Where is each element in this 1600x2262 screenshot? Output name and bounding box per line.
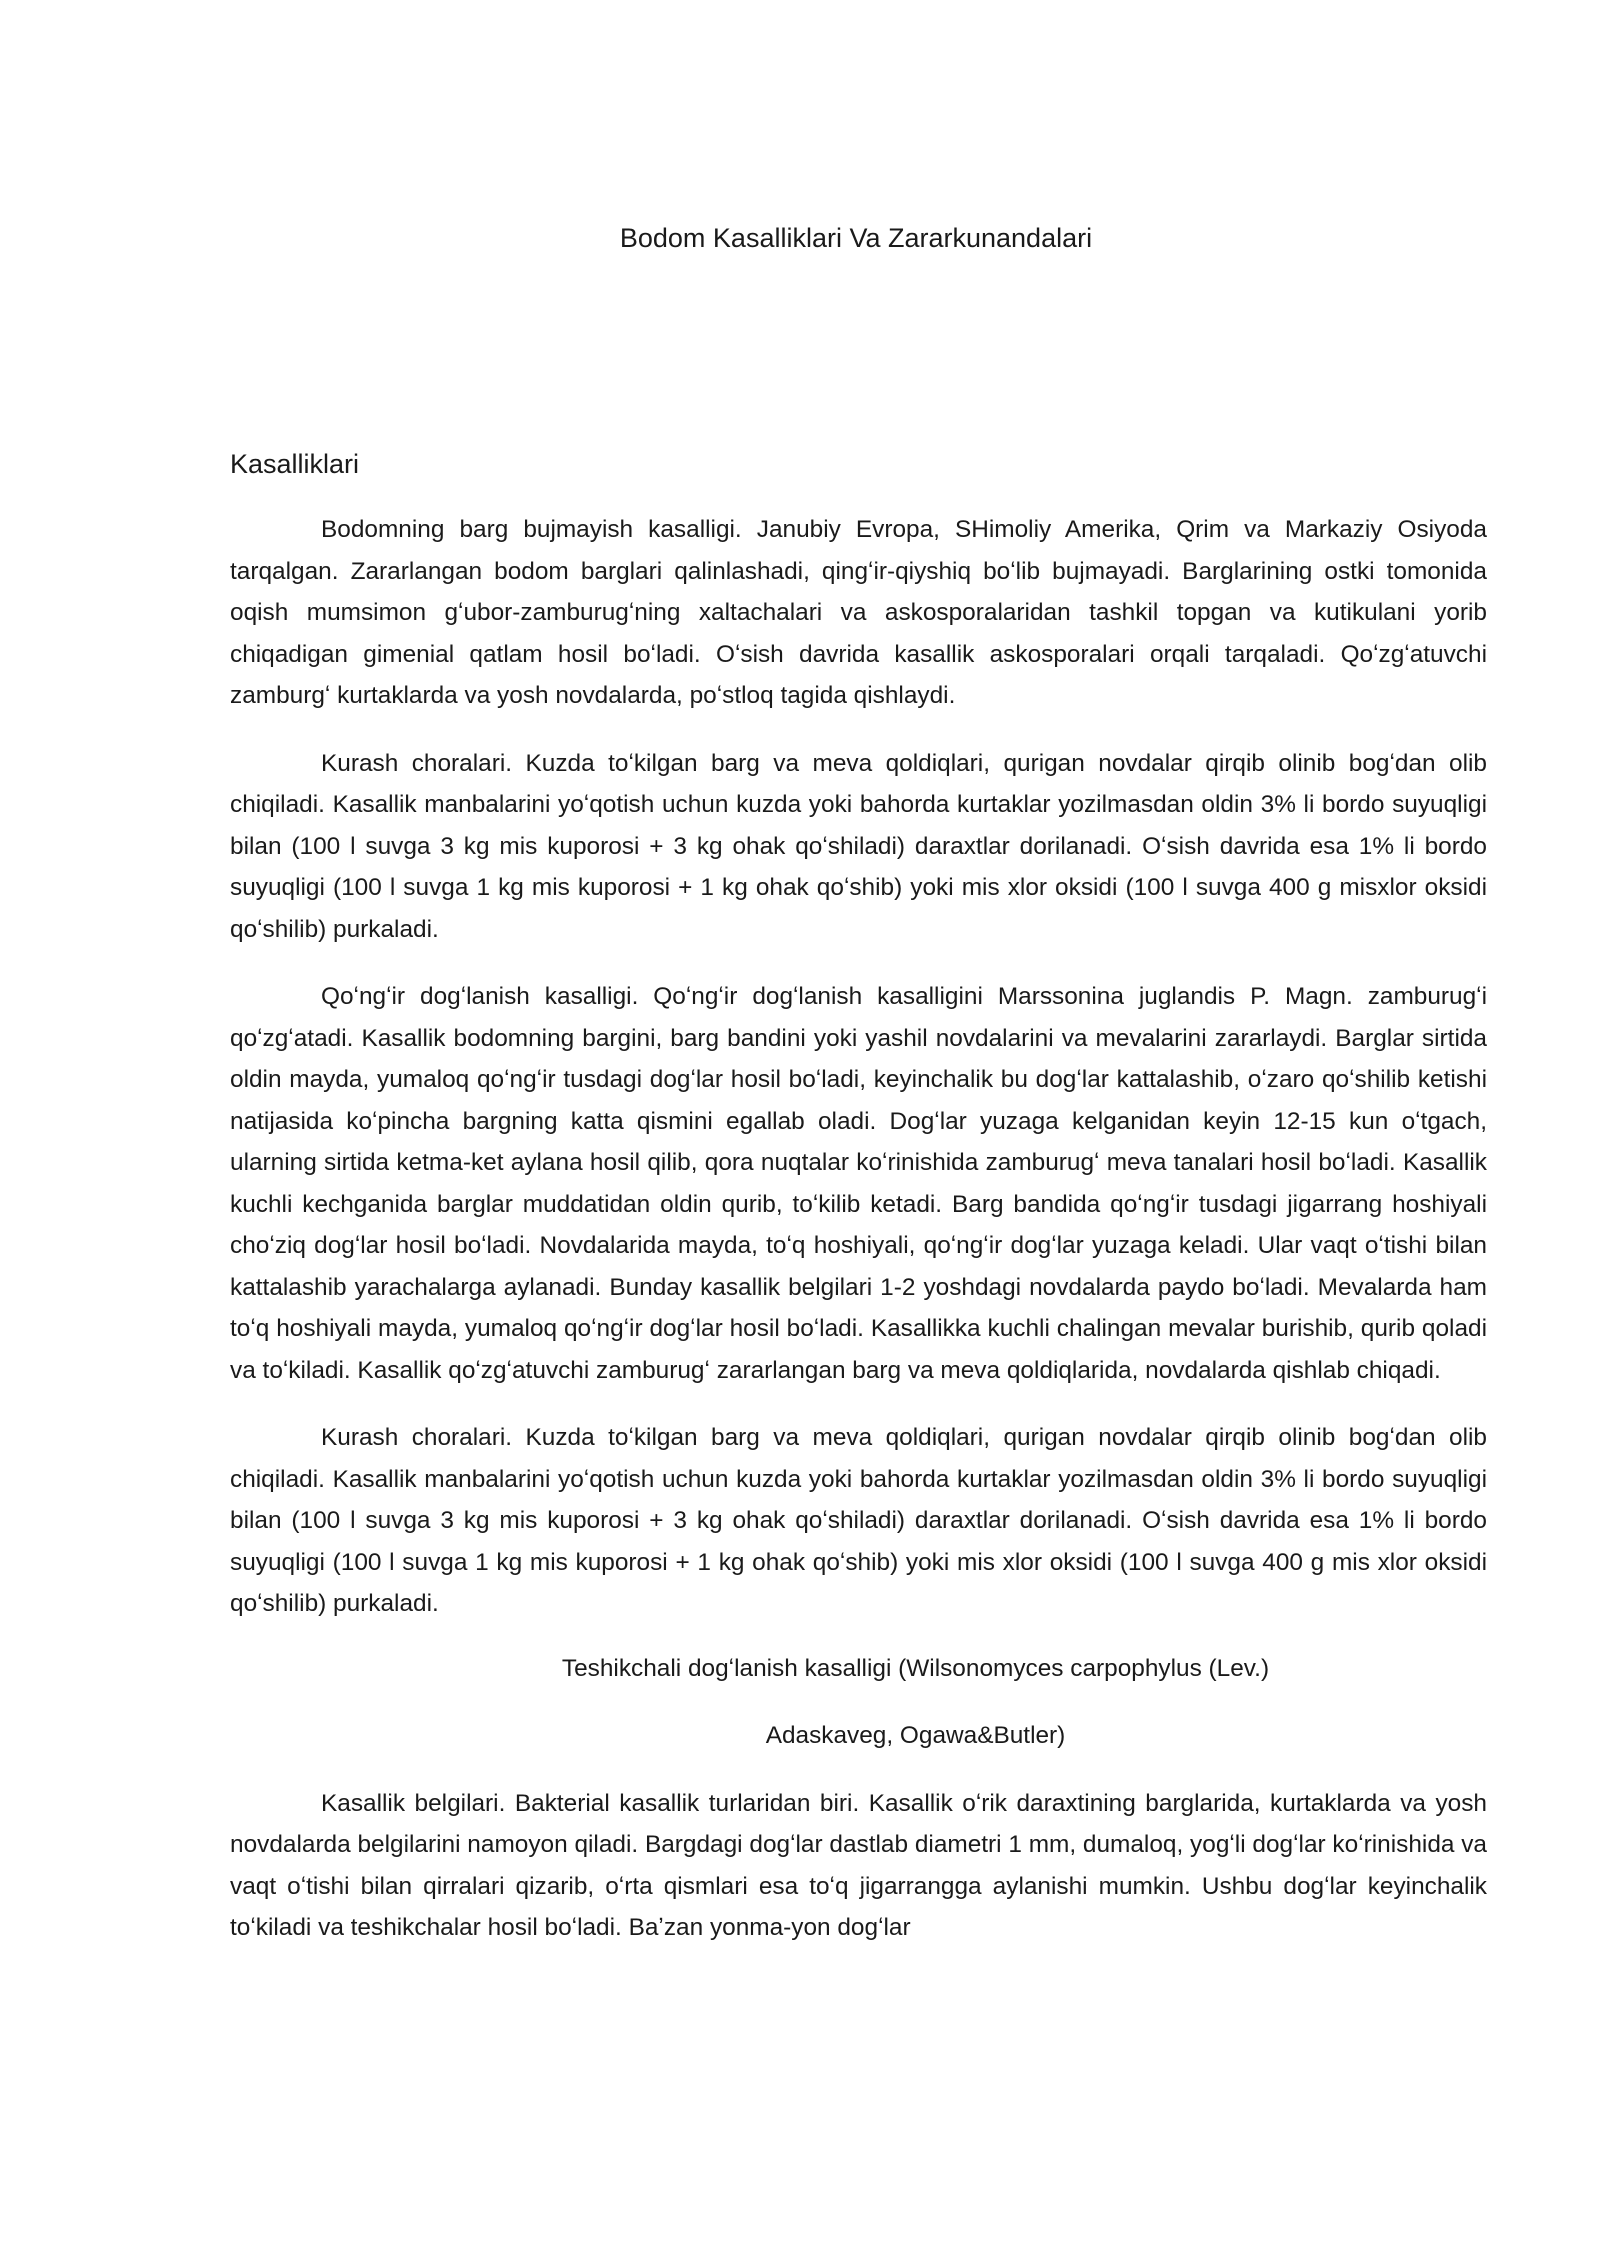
subheading-line-2: Adaskaveg, Ogawa&Butler)	[765, 1722, 1066, 1749]
paragraph-control-measures-1: Kurash choralari. Kuzda toʻkilgan barg va meva qoldiqlari, qurigan novdalar qirqib olinib bogʻdan olib chiqiladi. Kasallik manbalarini yoʻqotish uchun kuzda yoki bahorda kurtaklar yozilmasdan oldin 3% li bordo suyuqligi bilan (100 l suvga 3 kg mis kuporosi + 3 kg ohak qoʻshiladi) daraxtlar dorilanadi. Oʻsish davrida esa 1% li bordo suyuqligi (100 l suvga 1 kg mis kuporosi + 1 kg ohak qoʻshib) yoki mis xlor oksidi (100 l suvga 400 g misxlor oksidi qoʻshilib) purkaladi.	[230, 749, 1487, 943]
paragraph-symptoms: Kasallik belgilari. Bakterial kasallik turlaridan biri. Kasallik oʻrik daraxtining barglarida, kurtaklarda va yosh novdalarda belgilarini namoyon qiladi. Bargdagi dogʻlar dastlab diametri 1 mm, dumaloq, yogʻli dogʻlar koʻrinishida va vaqt oʻtishi bilan qirralari qizarib, oʻrta qismlari esa toʻq jigarrangga aylanishi mumkin. Ushbu dogʻlar keyinchalik toʻkiladi va teshikchalar hosil boʻladi. Baʼzan yonma-yon dogʻlar	[230, 1789, 1487, 1941]
subheading-line-1: Teshikchali dogʻlanish kasalligi (Wilsonomyces carpophylus (Lev.)	[561, 1654, 1270, 1682]
paragraph-brown-spot: Qoʻngʻir dogʻlanish kasalligi. Qoʻngʻir dogʻlanish kasalligini Marssonina juglandis P. Magn. zamburugʻi qoʻzgʻatadi. Kasallik bodomning bargini, barg bandini yoki yashil novdalarini va mevalarini zararlaydi. Barglar sirtida oldin mayda, yumaloq qoʻngʻir tusdagi dogʻlar hosil boʻladi, keyinchalik bu dogʻlar kattalashib, oʻzaro qoʻshilib ketishi natijasida koʻpincha bargning katta qismini egallab oladi. Dogʻlar yuzaga kelganidan keyin 12-15 kun oʻtgach, ularning sirtida ketma-ket aylana hosil qilib, qora nuqtalar koʻrinishida zamburugʻ meva tanalari hosil boʻladi. Kasallik kuchli kechganida barglar muddatidan oldin qurib, toʻkilib ketadi. Barg bandida qoʻngʻir tusdagi jigarrang hoshiyali choʻziq dogʻlar hosil boʻladi. Novdalarida mayda, toʻq hoshiyali, qoʻngʻir dogʻlar yuzaga keladi. Ular vaqt oʻtishi bilan kattalashib yarachalarga aylanadi. Bunday kasallik belgilari 1-2 yoshdagi novdalarda paydo boʻladi. Mevalarda ham toʻq hoshiyali mayda, yumaloq qoʻngʻir dogʻlar hosil boʻladi. Kasallikka kuchli chalingan mevalar burishib, qurib qoladi va toʻkiladi. Kasallik qoʻzgʻatuvchi zamburugʻ zararlangan barg va meva qoldiqlarida, novdalarda qishlab chiqadi.	[230, 983, 1487, 1384]
section-heading: Kasalliklari	[230, 449, 360, 479]
paragraph-control-measures-2: Kurash choralari. Kuzda toʻkilgan barg va meva qoldiqlari, qurigan novdalar qirqib olinib bogʻdan olib chiqiladi. Kasallik manbalarini yoʻqotish uchun kuzda yoki bahorda kurtaklar yozilmasdan oldin 3% li bordo suyuqligi bilan (100 l suvga 3 kg mis kuporosi + 3 kg ohak qoʻshiladi) daraxtlar dorilanadi. Oʻsish davrida esa 1% li bordo suyuqligi (100 l suvga 1 kg mis kuporosi + 1 kg ohak qoʻshib) yoki mis xlor oksidi (100 l suvga 400 g mis xlor oksidi qoʻshilib) purkaladi.	[230, 1424, 1487, 1617]
document-title: Bodom Kasalliklari Va Zararkunandalari	[619, 223, 1093, 253]
paragraph-leaf-curl: Bodomning barg bujmayish kasalligi. Janubiy Evropa, SHimoliy Amerika, Qrim va Markaziy Osiyoda tarqalgan. Zararlangan bodom barglari qalinlashadi, qingʻir-qiyshiq boʻlib bujmayadi. Barglarining ostki tomonida oqish mumsimon gʻubor-zamburugʻning xaltachalari va askosporalaridan tashkil topgan va kutikulani yorib chiqadigan gimenial qatlam hosil boʻladi. Oʻsish davrida kasallik askosporalari orqali tarqaladi. Qoʻzgʻatuvchi zamburgʻ kurtaklarda va yosh novdalarda, poʻstloq tagida qishlaydi.	[230, 516, 1487, 709]
document-body	[230, 509, 1487, 1975]
